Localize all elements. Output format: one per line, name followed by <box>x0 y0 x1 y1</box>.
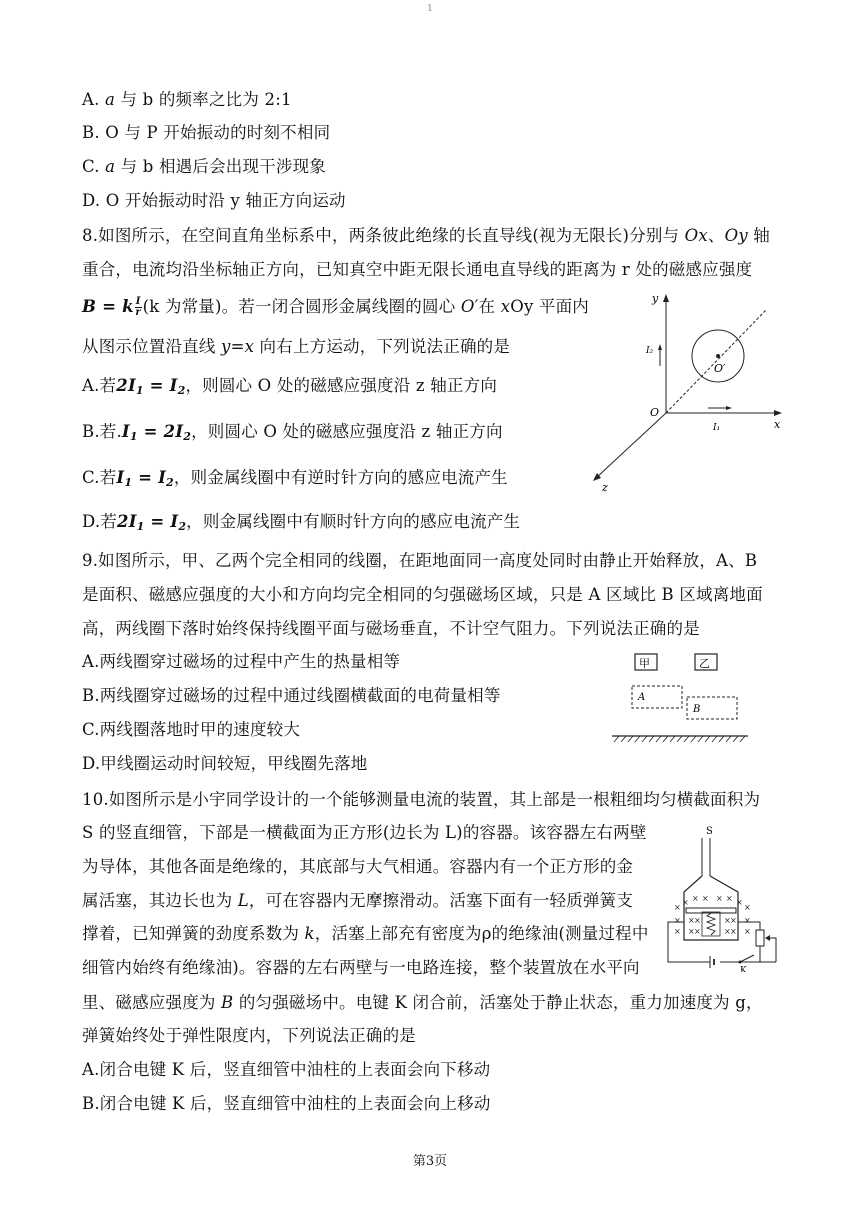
svg-text:×: × <box>726 894 733 903</box>
svg-text:×: × <box>724 916 731 925</box>
q7-option-d: D. O 开始振动时沿 y 轴正方向运动 <box>82 191 346 210</box>
q8-option-a: A.若$2I_1 = I_2$，则圆心 O 处的磁感应强度沿 z 轴正方向 <box>82 376 498 397</box>
x-axis-arrow <box>774 410 782 416</box>
current-i2-arrowhead <box>658 344 662 350</box>
q9-option-a: A.两线圈穿过磁场的过程中产生的热量相等 <box>82 652 401 671</box>
q8-stem-line2: 重合，电流均沿坐标轴正方向，已知真空中距无限长通电直导线的距离为 r 处的磁感应强度 <box>82 260 753 279</box>
label-jia: 甲 <box>639 657 650 670</box>
q10-stem-line6: 细管内始终有绝缘油)。容器的左右两壁与一电路连接，整个装置放在水平向 <box>82 958 640 977</box>
svg-text:×: × <box>724 927 731 936</box>
y-axis-arrow <box>663 294 669 302</box>
svg-text:×: × <box>736 898 743 907</box>
label-origin: O <box>650 406 660 419</box>
label-region-b: B <box>693 704 701 715</box>
label-region-a: A <box>638 692 646 703</box>
q9-stem-line3: 高，两线圈下落时始终保持线圈平面与磁场垂直，不计空气阻力。下列说法正确的是 <box>82 619 700 638</box>
label-i1: I₁ <box>713 423 721 433</box>
svg-text:×: × <box>674 903 681 912</box>
label-k: K <box>740 966 747 972</box>
q10-stem-line3: 为导体，其他各面是绝缘的，其底部与大气相通。容器内有一个正方形的金 <box>82 857 634 876</box>
q8-stem-line4: 从图示位置沿直线 y=x 向右上方运动，下列说法正确的是 <box>82 337 511 356</box>
q7-option-a: A. a 与 b 的频率之比为 2:1 <box>82 90 292 109</box>
svg-text:×: × <box>744 927 751 936</box>
page-number: 第3页 <box>412 1154 448 1169</box>
q10-stem-line4: 属活塞，其边长也为 L，可在容器内无摩擦滑动。活塞下面有一轻质弹簧支 <box>82 891 634 910</box>
q9-option-b: B.两线圈穿过磁场的过程中通过线圈横截面的电荷量相等 <box>82 686 501 705</box>
q9-coils-figure <box>610 650 760 750</box>
svg-text:×: × <box>730 927 737 936</box>
svg-text:×: × <box>744 903 751 912</box>
q8-axes-figure <box>588 288 798 498</box>
switch-pivot <box>739 961 742 964</box>
q10-stem-line1: 10.如图所示是小宇同学设计的一个能够测量电流的装置，其上部是一根粗细均匀横截面积为 <box>82 790 761 809</box>
q8-stem-line1: 8.如图所示，在空间直角坐标系中，两条彼此绝缘的长直导线(视为无限长)分别与 Ox、Oy 轴 <box>82 226 771 245</box>
svg-text:×: × <box>688 916 695 925</box>
formula-fraction: $\frac{I}{r}$ <box>135 296 141 318</box>
svg-text:×: × <box>744 916 751 925</box>
coil-center-dot <box>716 354 720 358</box>
svg-text:×: × <box>694 927 701 936</box>
label-s: S <box>706 826 713 837</box>
q10-stem-line2: S 的竖直细管，下部是一横截面为正方形(边长为 L)的容器。该容器左右两壁 <box>82 823 647 842</box>
svg-text:×: × <box>688 927 695 936</box>
z-axis <box>596 413 666 478</box>
spring <box>707 913 715 935</box>
q9-option-c: C.两线圈落地时甲的速度较大 <box>82 720 301 739</box>
rheostat <box>756 930 764 946</box>
label-x: x <box>774 418 781 431</box>
q8-stem-line3: B = k $\frac{I}{r}$ (k 为常量)。若一闭合圆形金属线圈的圆心 O′在 xOy 平面内 <box>82 296 590 318</box>
label-z: z <box>602 481 608 494</box>
q8-option-d: D.若$2I_1 = I_2$，则金属线圈中有顺时针方向的感应电流产生 <box>82 512 521 533</box>
q10-option-b: B.闭合电键 K 后，竖直细管中油柱的上表面会向上移动 <box>82 1094 491 1113</box>
rheostat-slider <box>766 938 776 962</box>
label-i2: I₂ <box>646 346 654 356</box>
spring-box <box>702 912 720 936</box>
switch-k <box>740 955 754 962</box>
ground-hatch <box>614 736 745 742</box>
svg-text:×: × <box>674 927 681 936</box>
q10-option-a: A.闭合电键 K 后，竖直细管中油柱的上表面会向下移动 <box>82 1060 491 1079</box>
q9-option-d: D.甲线圈运动时间较短，甲线圈先落地 <box>82 754 368 773</box>
q10-stem-line8: 弹簧始终处于弹性限度内，下列说法正确的是 <box>82 1026 416 1045</box>
svg-text:×: × <box>702 894 709 903</box>
q9-stem-line2: 是面积、磁感应强度的大小和方向均完全相同的匀强磁场区域，只是 A 区域比 B 区域离地面 <box>82 585 763 604</box>
svg-text:×: × <box>682 898 689 907</box>
label-yi: 乙 <box>699 657 710 670</box>
q10-stem-line5: 撑着，已知弹簧的劲度系数为 k，活塞上部充有密度为ρ的绝缘油(测量过程中 <box>82 924 649 943</box>
q10-device-figure <box>664 822 794 972</box>
label-y: y <box>652 292 659 305</box>
svg-text:×: × <box>692 894 699 903</box>
rheostat-arrow <box>765 935 770 941</box>
svg-text:×: × <box>716 894 723 903</box>
header-mark: 1 <box>427 4 433 14</box>
q8-option-b: B.若$.I_1 = 2I_2$，则圆心 O 处的磁感应强度沿 z 轴正方向 <box>82 422 503 443</box>
svg-text:×: × <box>730 916 737 925</box>
label-coil-center: O′ <box>714 362 726 375</box>
q7-option-c: C. a 与 b 相遇后会出现干涉现象 <box>82 157 326 176</box>
q8-option-c: C.若$I_1 = I_2$，则金属线圈中有逆时针方向的感应电流产生 <box>82 468 508 489</box>
svg-text:×: × <box>694 916 701 925</box>
q10-stem-line7: 里、磁感应强度为 B 的匀强磁场中。电键 K 闭合前，活塞处于静止状态，重力加速度为 g， <box>82 993 763 1012</box>
q9-stem-line1: 9.如图所示，甲、乙两个完全相同的线圈，在距地面同一高度处同时由静止开始释放，A、B <box>82 551 758 570</box>
current-i1-arrowhead <box>726 406 732 410</box>
q7-option-b: B. O 与 P 开始振动的时刻不相同 <box>82 123 331 142</box>
svg-text:×: × <box>674 916 681 925</box>
